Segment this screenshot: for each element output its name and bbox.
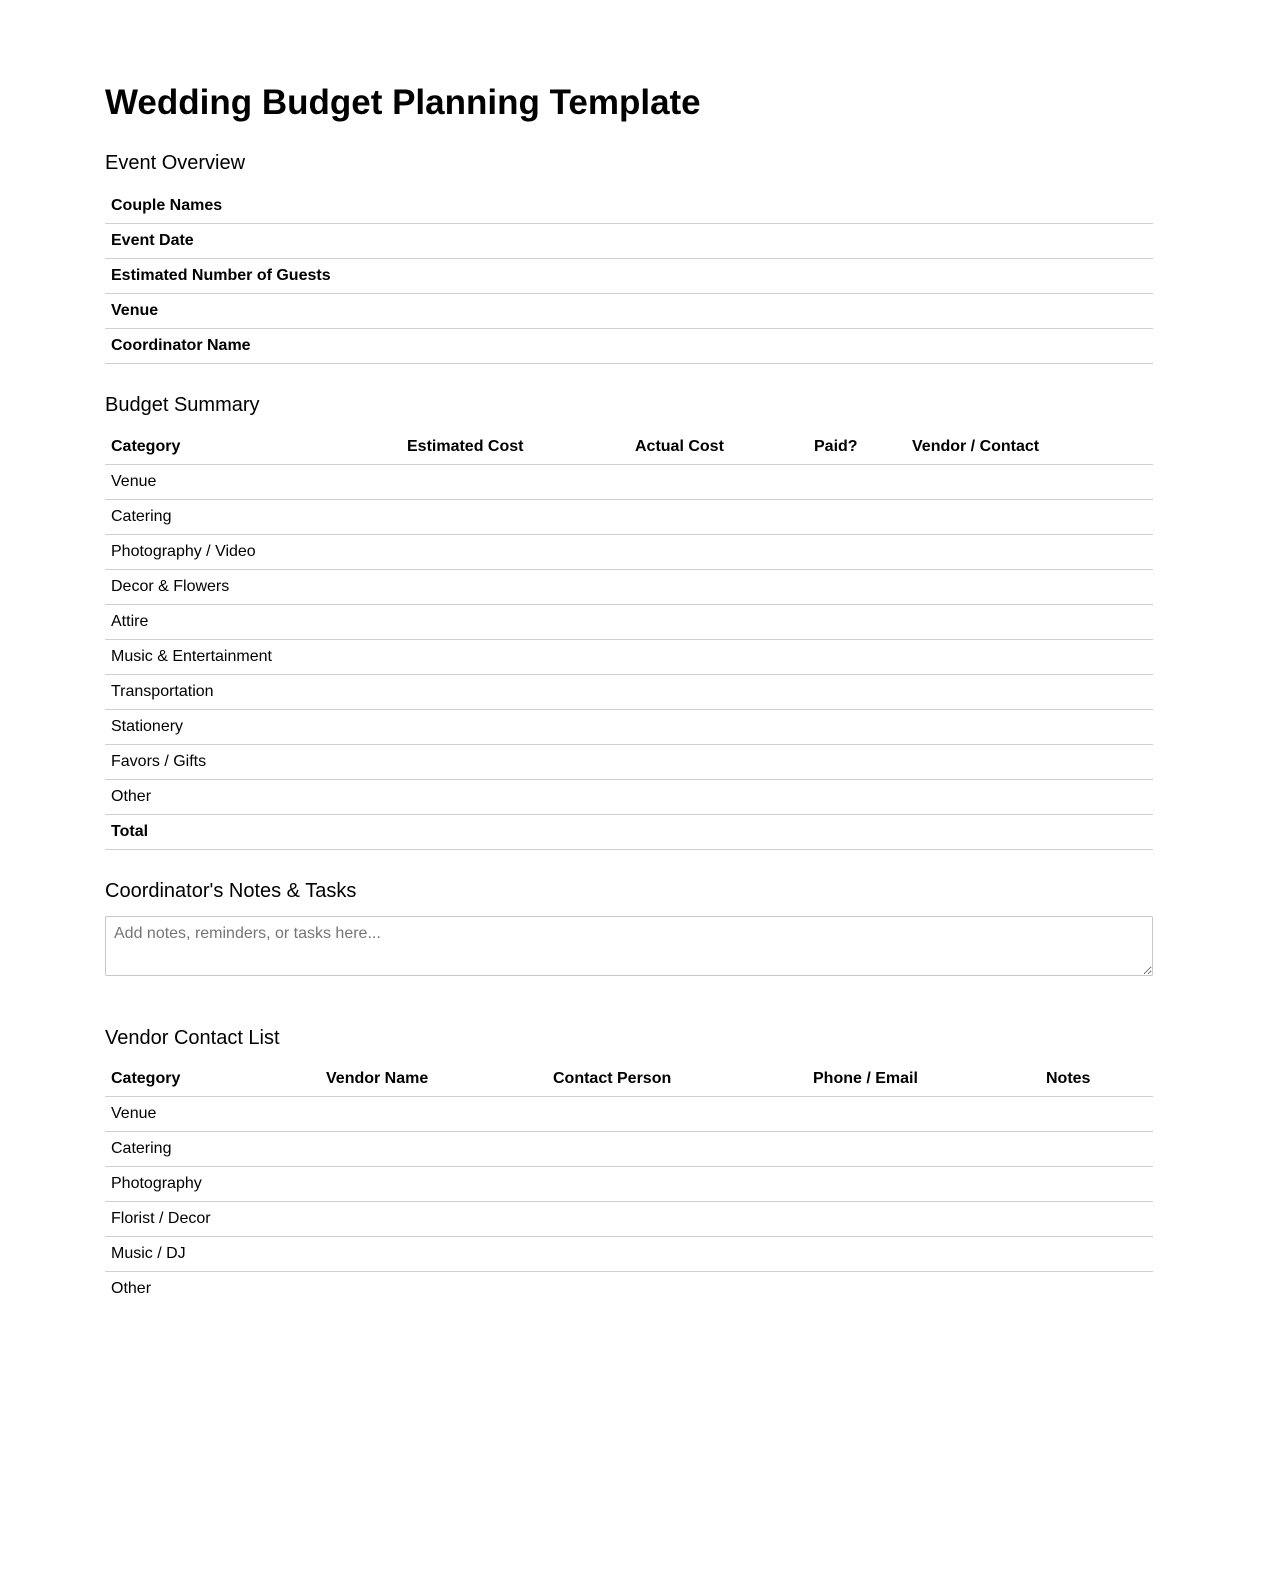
category-cell: Venue [105,1097,320,1132]
table-row [105,500,1153,535]
event-overview-table [105,189,1153,364]
column-header-notes: Notes [1040,1062,1153,1097]
phone-email-cell[interactable] [807,1097,1040,1132]
overview-row [105,189,1153,224]
actual-cost-cell[interactable] [629,710,808,745]
category-cell: Decor & Flowers [105,570,401,605]
phone-email-cell[interactable] [807,1167,1040,1202]
overview-row [105,294,1153,329]
total-label: Total [105,815,401,850]
actual-cost-cell[interactable] [629,745,808,780]
phone-email-cell[interactable] [807,1202,1040,1237]
vendor-contact-cell[interactable] [906,815,1153,850]
column-header-paid: Paid? [808,430,906,465]
category-cell: Music & Entertainment [105,640,401,675]
contact-person-cell[interactable] [547,1097,807,1132]
table-row [105,1237,1153,1272]
total-row [105,815,1153,850]
estimated-cost-cell[interactable] [401,780,629,815]
overview-label: Event Date [105,224,367,259]
category-cell: Catering [105,500,401,535]
notes-textarea[interactable] [105,916,1153,976]
paid-cell[interactable] [808,745,906,780]
notes-cell[interactable] [1040,1237,1153,1272]
notes-heading: Coordinator's Notes & Tasks [105,880,357,902]
category-cell: Photography [105,1167,320,1202]
overview-row [105,329,1153,364]
actual-cost-cell[interactable] [629,605,808,640]
vendor-contact-cell[interactable] [906,500,1153,535]
paid-cell[interactable] [808,605,906,640]
overview-label: Venue [105,294,367,329]
estimated-cost-cell[interactable] [401,745,629,780]
vendor-name-cell[interactable] [320,1202,547,1237]
table-row [105,1097,1153,1132]
contact-person-cell[interactable] [547,1167,807,1202]
vendor-name-cell[interactable] [320,1097,547,1132]
category-cell: Catering [105,1132,320,1167]
vendor-contact-cell[interactable] [906,570,1153,605]
paid-cell[interactable] [808,710,906,745]
paid-cell[interactable] [808,780,906,815]
table-row [105,1167,1153,1202]
paid-cell[interactable] [808,675,906,710]
column-header-contact-person: Contact Person [547,1062,807,1097]
column-header-vendor-name: Vendor Name [320,1062,547,1097]
vendor-contact-cell[interactable] [906,745,1153,780]
contact-person-cell[interactable] [547,1237,807,1272]
paid-cell[interactable] [808,500,906,535]
vendor-contact-cell[interactable] [906,780,1153,815]
overview-row [105,259,1153,294]
paid-cell[interactable] [808,535,906,570]
budget-summary-heading: Budget Summary [105,394,260,416]
notes-cell[interactable] [1040,1167,1153,1202]
paid-cell[interactable] [808,640,906,675]
category-cell: Stationery [105,710,401,745]
estimated-cost-cell[interactable] [401,500,629,535]
actual-cost-cell[interactable] [629,535,808,570]
notes-cell[interactable] [1040,1272,1153,1296]
column-header-category: Category [105,430,401,465]
notes-cell[interactable] [1040,1097,1153,1132]
overview-value[interactable] [367,189,1153,224]
overview-label: Coordinator Name [105,329,367,364]
estimated-cost-cell[interactable] [401,675,629,710]
category-cell: Favors / Gifts [105,745,401,780]
table-row [105,1132,1153,1167]
notes-cell[interactable] [1040,1132,1153,1167]
overview-value[interactable] [367,259,1153,294]
estimated-cost-cell[interactable] [401,570,629,605]
vendor-list-heading: Vendor Contact List [105,1027,280,1049]
vendor-contact-cell[interactable] [906,465,1153,500]
vendor-name-cell[interactable] [320,1237,547,1272]
vendor-name-cell[interactable] [320,1167,547,1202]
vendor-contact-cell[interactable] [906,535,1153,570]
table-row [105,640,1153,675]
actual-cost-cell[interactable] [629,780,808,815]
contact-person-cell[interactable] [547,1272,807,1296]
column-header-vendor-contact: Vendor / Contact [906,430,1153,465]
column-header-category: Category [105,1062,320,1097]
category-cell: Other [105,780,401,815]
overview-label: Couple Names [105,189,367,224]
column-header-estimated-cost: Estimated Cost [401,430,629,465]
actual-cost-cell[interactable] [629,640,808,675]
estimated-cost-cell[interactable] [401,605,629,640]
overview-value[interactable] [367,329,1153,364]
table-header-row [105,1062,1153,1097]
vendor-name-cell[interactable] [320,1132,547,1167]
category-cell: Venue [105,465,401,500]
overview-label: Estimated Number of Guests [105,259,367,294]
vendor-name-cell[interactable] [320,1272,547,1296]
category-cell: Other [105,1272,320,1296]
overview-value[interactable] [367,294,1153,329]
page-title: Wedding Budget Planning Template [105,83,701,122]
overview-value[interactable] [367,224,1153,259]
actual-cost-cell[interactable] [629,500,808,535]
vendor-list-container [105,1062,1153,1295]
table-row [105,1202,1153,1237]
budget-summary-table [105,430,1153,850]
table-row [105,780,1153,815]
table-row [105,535,1153,570]
phone-email-cell[interactable] [807,1237,1040,1272]
category-cell: Photography / Video [105,535,401,570]
table-row [105,675,1153,710]
actual-cost-cell[interactable] [629,570,808,605]
table-row [105,710,1153,745]
paid-cell[interactable] [808,465,906,500]
phone-email-cell[interactable] [807,1272,1040,1296]
table-row [105,745,1153,780]
estimated-cost-cell[interactable] [401,535,629,570]
column-header-phone-email: Phone / Email [807,1062,1040,1097]
contact-person-cell[interactable] [547,1132,807,1167]
table-header-row [105,430,1153,465]
category-cell: Florist / Decor [105,1202,320,1237]
column-header-actual-cost: Actual Cost [629,430,808,465]
vendor-contact-cell[interactable] [906,675,1153,710]
table-row [105,605,1153,640]
estimated-cost-cell[interactable] [401,710,629,745]
table-row [105,1272,1153,1296]
paid-cell[interactable] [808,815,906,850]
table-row [105,465,1153,500]
contact-person-cell[interactable] [547,1202,807,1237]
actual-cost-cell[interactable] [629,675,808,710]
overview-row [105,224,1153,259]
vendor-contact-table [105,1062,1153,1295]
notes-cell[interactable] [1040,1202,1153,1237]
vendor-contact-cell[interactable] [906,640,1153,675]
estimated-cost-cell[interactable] [401,465,629,500]
category-cell: Music / DJ [105,1237,320,1272]
estimated-cost-total[interactable] [401,815,629,850]
actual-cost-cell[interactable] [629,465,808,500]
estimated-cost-cell[interactable] [401,640,629,675]
vendor-contact-cell[interactable] [906,710,1153,745]
category-cell: Transportation [105,675,401,710]
actual-cost-total[interactable] [629,815,808,850]
event-overview-heading: Event Overview [105,152,246,174]
table-row [105,570,1153,605]
paid-cell[interactable] [808,570,906,605]
vendor-contact-cell[interactable] [906,605,1153,640]
category-cell: Attire [105,605,401,640]
phone-email-cell[interactable] [807,1132,1040,1167]
